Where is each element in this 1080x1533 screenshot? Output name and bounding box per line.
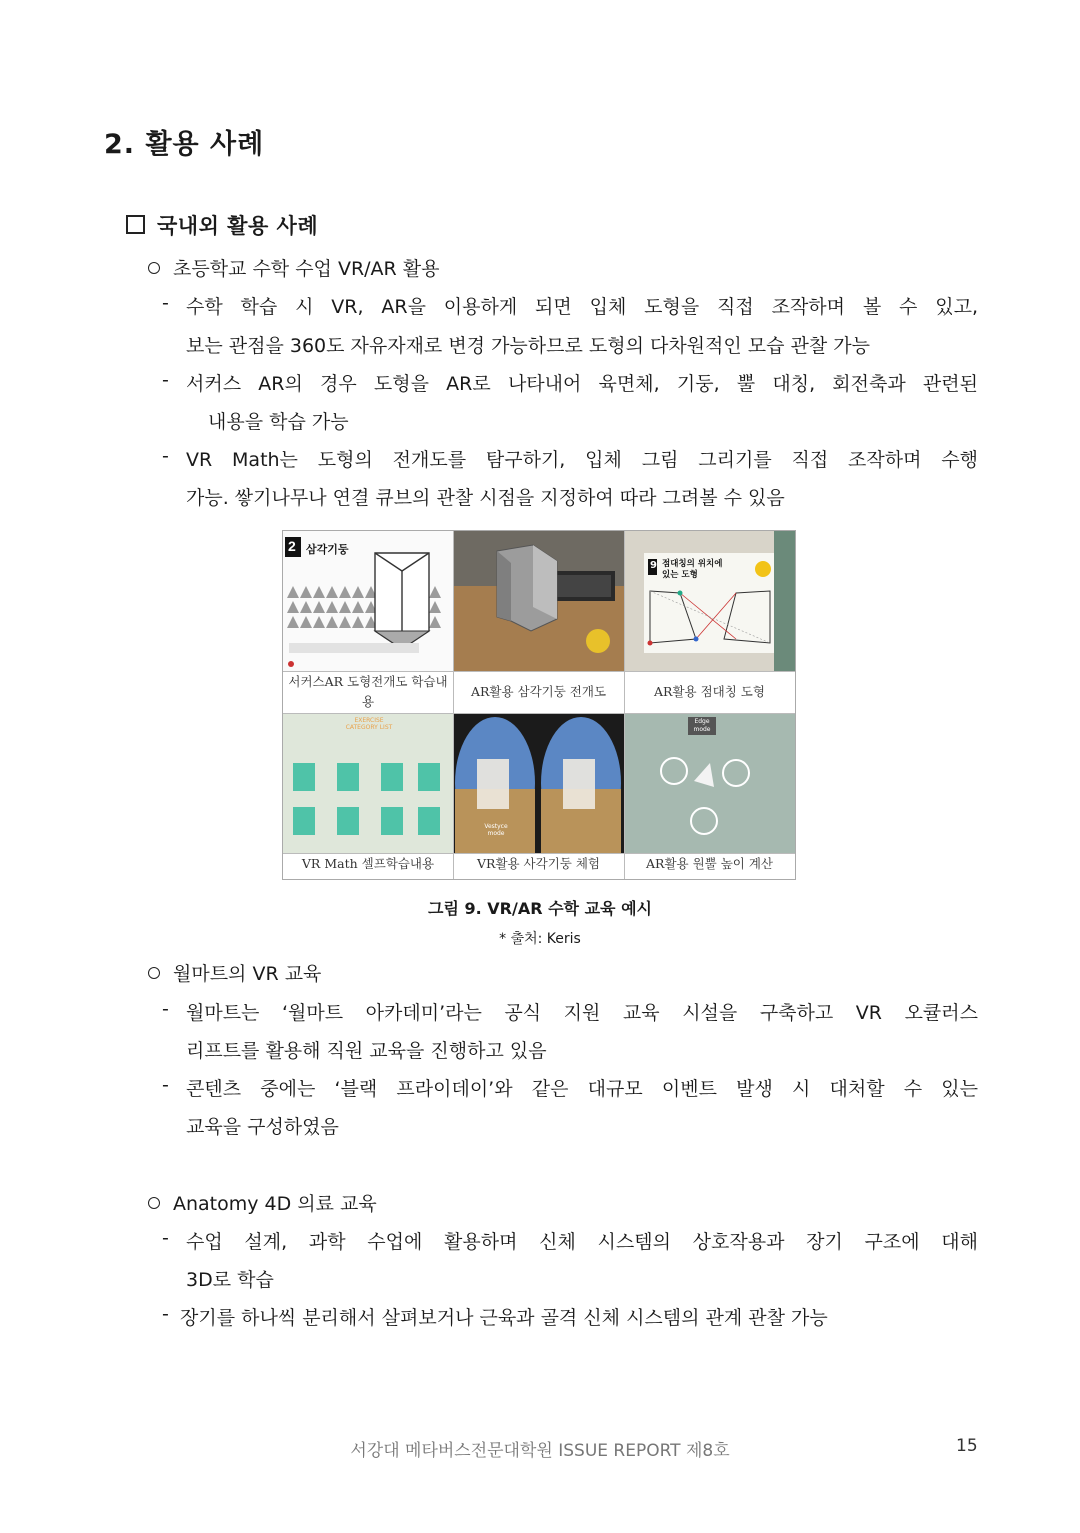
figure-panel-caption: AR활용 원뿔 높이 계산: [646, 856, 773, 871]
figure-image-prism-net: [283, 531, 453, 671]
figure-source: * 출처: Keris: [499, 931, 581, 947]
paragraph-line: 서커스 AR의 경우 도형을 AR로 나타내어 육면체, 기둥, 뿔 대칭, 회전축과 관련된: [186, 373, 978, 395]
dash-marker: -: [162, 445, 169, 467]
figure-panel-caption: VR활용 사각기둥 체험: [477, 856, 600, 871]
paragraph-line: 월마트는 ‘월마트 아카데미’라는 공식 지원 교육 시설을 구축하고 VR 오큘러스: [186, 1002, 978, 1024]
dash-marker: -: [162, 369, 169, 391]
menu-header: EXERCISE CATEGORY LIST: [345, 717, 393, 731]
paragraph-line: 내용을 학습 가능: [208, 411, 349, 433]
circle-bullet-icon: [148, 967, 160, 979]
dash-marker: -: [162, 1303, 169, 1325]
figure-caption: 그림 9. VR/AR 수학 교육 예시: [428, 899, 652, 918]
dash-marker: -: [162, 292, 169, 314]
page-footer: 서강대 메타버스전문대학원 ISSUE REPORT 제8호: [350, 1441, 730, 1461]
figure-image-point-symmetry: [624, 531, 795, 671]
dash-marker: -: [162, 998, 169, 1020]
page-title: 2. 활용 사례: [104, 129, 265, 160]
section-title: [148, 254, 440, 281]
figure-panel-caption: AR활용 점대칭 도형: [654, 684, 765, 699]
paragraph-line: 수업 설계, 과학 수업에 활용하며 신체 시스템의 상호작용과 장기 구조에 대해: [186, 1231, 978, 1253]
figure-image-vr-math-menu: [283, 713, 453, 853]
panel-label: 삼각기둥: [306, 543, 349, 556]
paragraph-line: 교육을 구성하였음: [186, 1116, 339, 1138]
figure-panel-caption: VR Math 셀프학습내용: [301, 856, 435, 871]
figure-image-ar-prism: [453, 531, 624, 671]
figure-panel-caption: AR활용 삼각기둥 전개도: [470, 684, 607, 699]
dash-marker: -: [162, 1074, 169, 1096]
panel-badge: Vestyce mode: [484, 823, 508, 837]
section-title-text: 월마트의 VR 교육: [173, 963, 322, 985]
figure-image-vr-stereo: [453, 713, 624, 853]
page-number: 15: [956, 1436, 978, 1456]
paragraph-line: 콘텐츠 중에는 ‘블랙 프라이데이’와 같은 대규모 이벤트 발생 시 대처할 수 있는: [186, 1078, 978, 1100]
checkbox-square-icon: [126, 215, 145, 234]
section-title: [148, 1189, 377, 1216]
panel-number: 9: [650, 560, 657, 571]
section-subheading: [126, 210, 318, 240]
dash-marker: -: [162, 1227, 169, 1249]
section-title-text: Anatomy 4D 의료 교육: [173, 1193, 377, 1215]
figure-grid: [282, 530, 796, 880]
section-title: [148, 959, 321, 986]
subheading-text: 국내외 활용 사례: [157, 214, 319, 238]
paragraph-line: 가능. 쌓기나무나 연결 큐브의 관찰 시점을 지정하여 따라 그려볼 수 있음: [186, 487, 785, 509]
panel-number: 2: [288, 538, 296, 554]
paragraph-line: 보는 관점을 360도 자유자재로 변경 가능하므로 도형의 다차원적인 모습 관찰 가능: [186, 335, 870, 357]
paragraph-line: 리프트를 활용해 직원 교육을 진행하고 있음: [186, 1040, 547, 1062]
section-title-text: 초등학교 수학 수업 VR/AR 활용: [173, 258, 440, 280]
panel-label: 점대칭의 위치에 있는 도형: [662, 559, 723, 580]
paragraph-line: 장기를 하나씩 분리해서 살펴보거나 근육과 골격 신체 시스템의 관계 관찰 가능: [180, 1307, 828, 1329]
paragraph-line: 3D로 학습: [186, 1269, 274, 1291]
paragraph-line: VR Math는 도형의 전개도를 탐구하기, 입체 그림 그리기를 직접 조작하며 수행: [186, 449, 978, 471]
circle-bullet-icon: [148, 262, 160, 274]
panel-tag: Edge mode: [688, 717, 716, 735]
figure-image-ar-cone: [624, 713, 795, 853]
paragraph-line: 수학 학습 시 VR, AR을 이용하게 되면 입체 도형을 직접 조작하며 볼 수 있고,: [186, 296, 978, 318]
circle-bullet-icon: [148, 1197, 160, 1209]
figure-panel-caption: 서커스AR 도형전개도 학습내용: [288, 674, 448, 709]
